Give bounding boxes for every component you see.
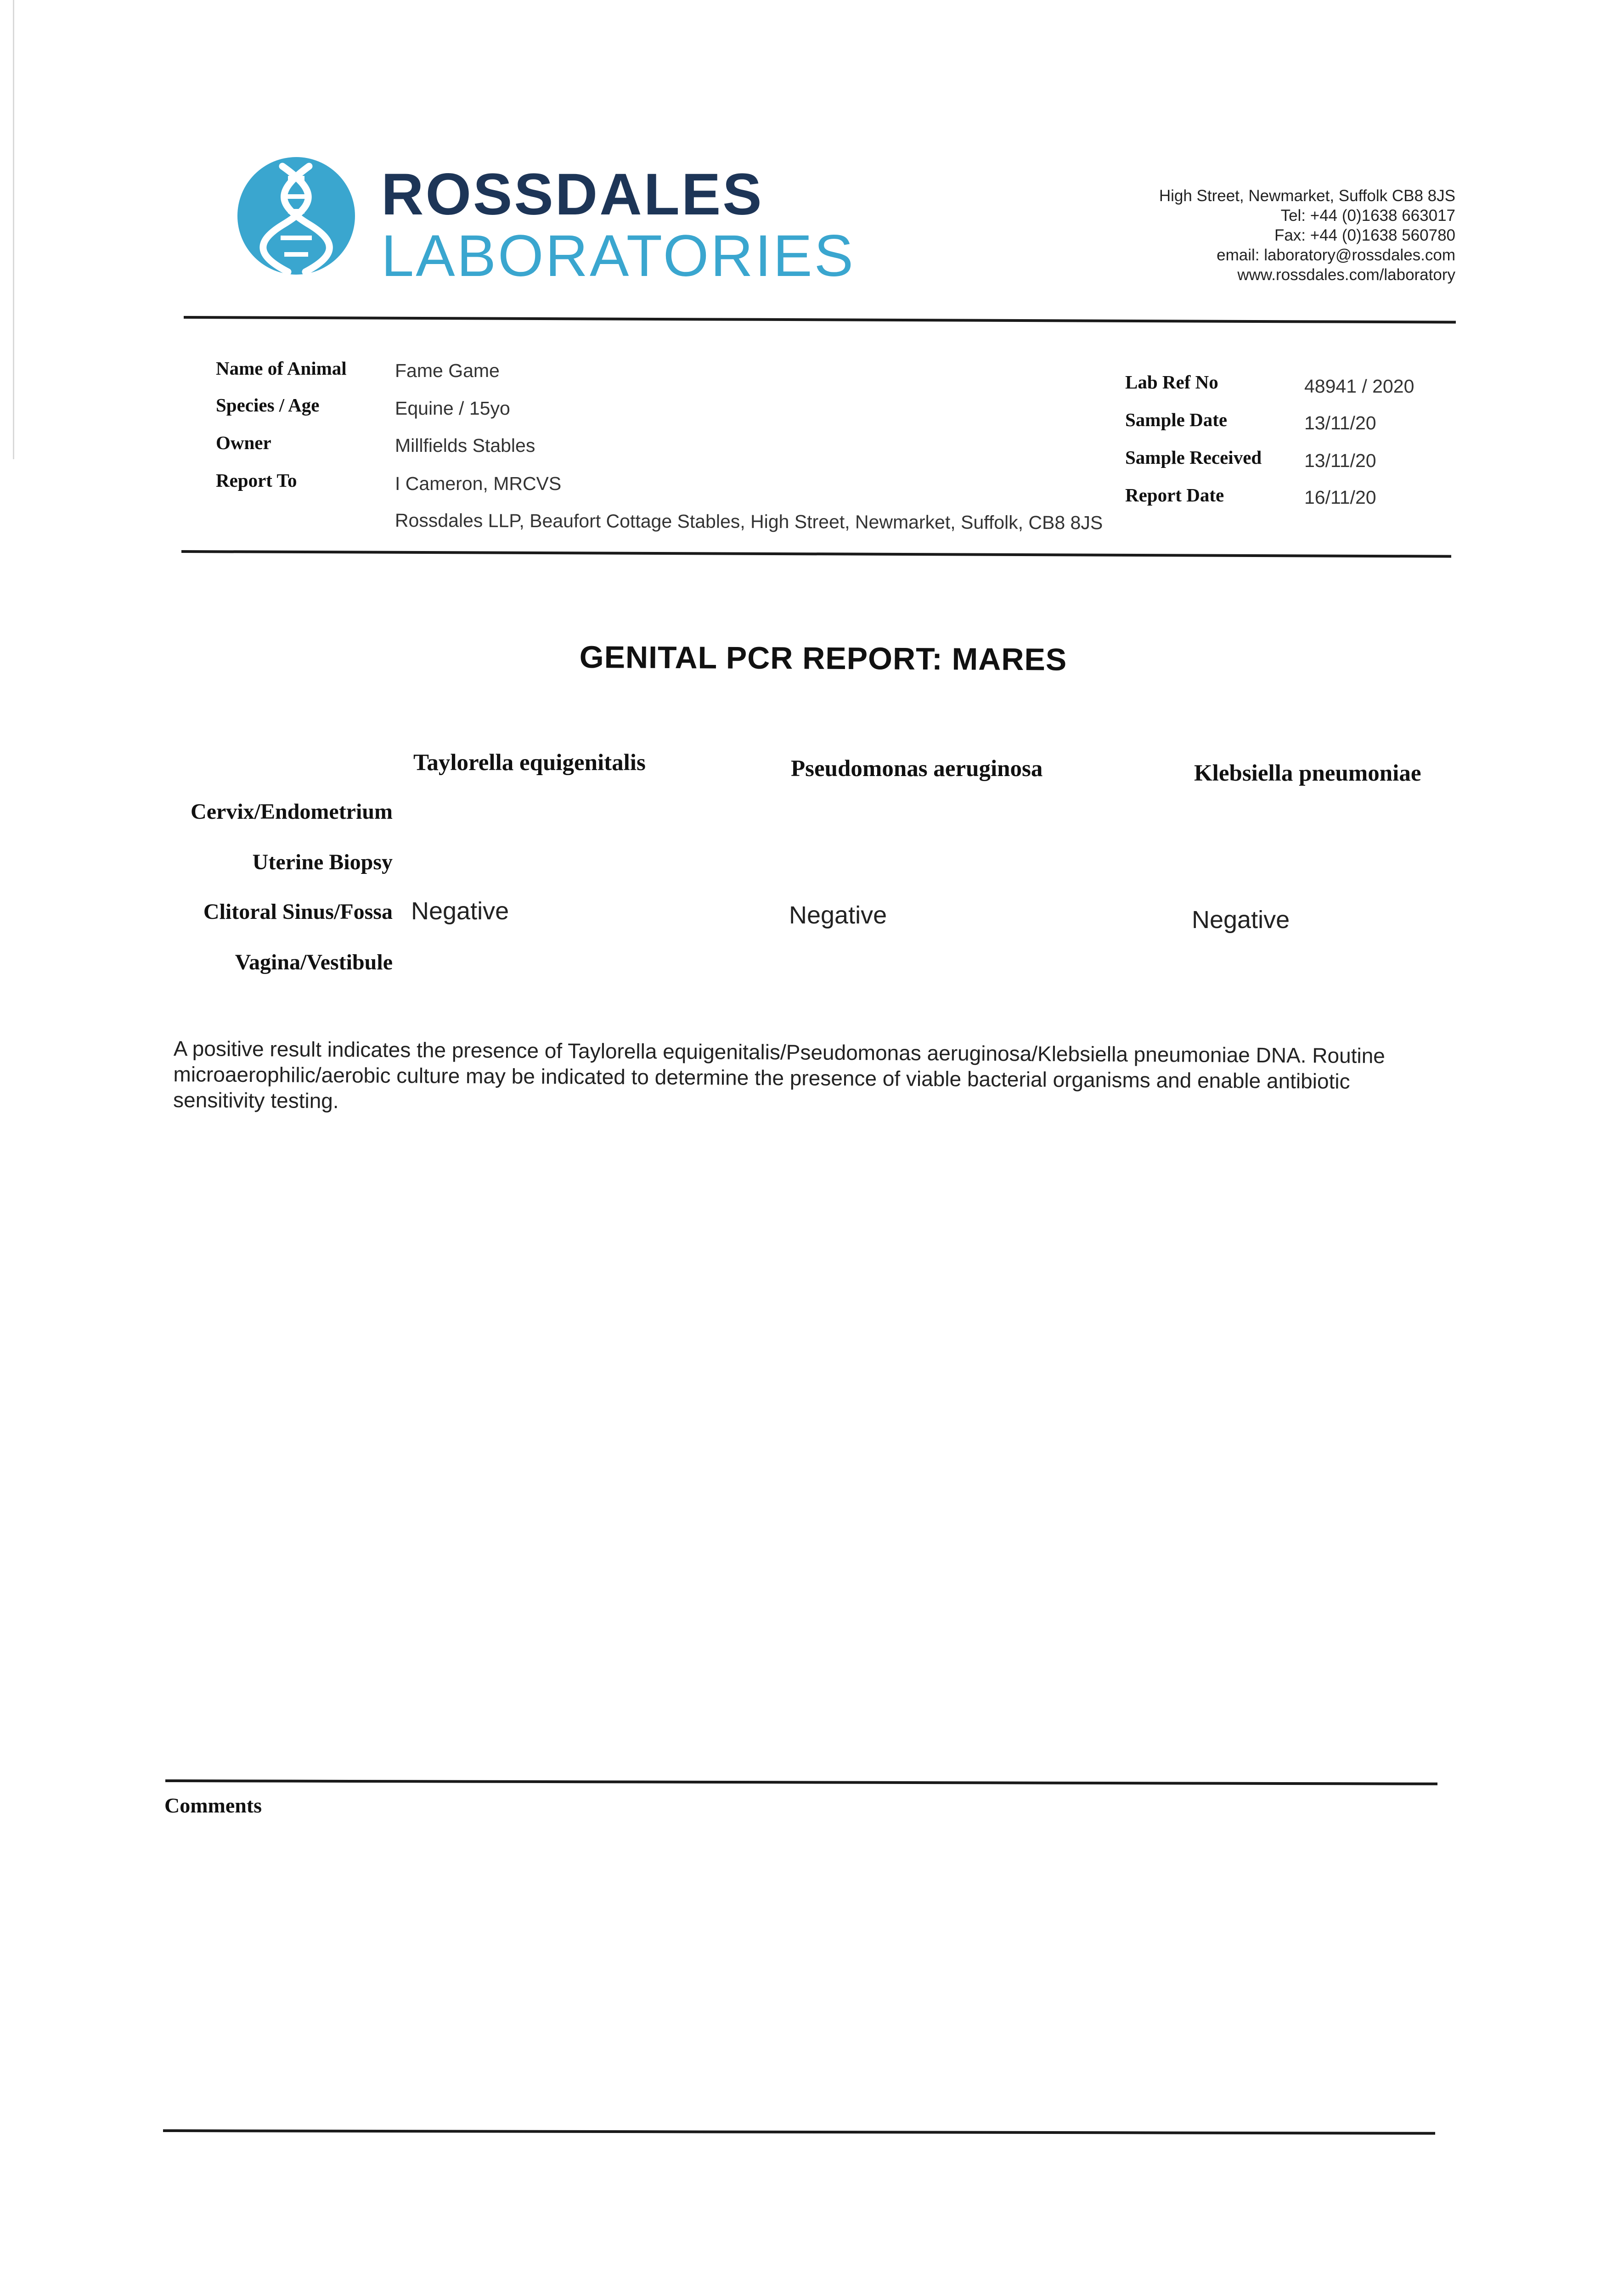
- divider: [181, 550, 1451, 558]
- divider: [184, 316, 1456, 324]
- report-to-address: Rossdales LLP, Beaufort Cottage Stables, High Street, Newmarket, Suffolk, CB8 8JS: [394, 510, 1103, 534]
- logo-line-1: ROSSDALES: [381, 162, 764, 227]
- contact-tel: Tel: +44 (0)1638 663017: [1280, 207, 1455, 225]
- divider: [165, 1779, 1437, 1785]
- contact-fax: Fax: +44 (0)1638 560780: [1274, 226, 1455, 244]
- interpretation-note: A positive result indicates the presence of Taylorella equigenitalis/Pseudomonas aeruginosa/Klebsiella pneumoniae DNA. Routine microaerophilic/aerobic culture may be indicated to determine the presence of viable bacterial organisms and enable antibiotic sensitivity testing.: [173, 1036, 1386, 1113]
- report-to-label: Report To: [216, 470, 297, 491]
- contact-address: High Street, Newmarket, Suffolk CB8 8JS: [1159, 187, 1455, 205]
- owner-label: Owner: [216, 432, 271, 453]
- logo-line-2: LABORATORIES: [381, 223, 855, 289]
- lab-ref-value: 48941 / 2020: [1304, 376, 1414, 397]
- sample-date-value: 13/11/20: [1304, 412, 1376, 433]
- report-title: GENITAL PCR REPORT: MARES: [579, 640, 1067, 677]
- sample-received-label: Sample Received: [1125, 447, 1262, 468]
- column-header: Klebsiella pneumoniae: [1194, 760, 1421, 786]
- species-value: Equine / 15yo: [395, 398, 510, 419]
- column-header: Taylorella equigenitalis: [413, 750, 646, 776]
- name-value: Fame Game: [395, 360, 500, 381]
- species-label: Species / Age: [216, 394, 320, 416]
- dna-helix-icon: [237, 156, 356, 276]
- contact-email: email: laboratory@rossdales.com: [1217, 246, 1455, 264]
- owner-value: Millfields Stables: [395, 435, 535, 456]
- row-label: Clitoral Sinus/Fossa: [203, 900, 393, 924]
- report-date-label: Report Date: [1125, 484, 1224, 506]
- sample-received-value: 13/11/20: [1304, 450, 1376, 471]
- name-label: Name of Animal: [216, 358, 347, 379]
- report-date-value: 16/11/20: [1304, 487, 1376, 508]
- row-label: Vagina/Vestibule: [235, 950, 393, 974]
- scan-edge: [13, 0, 14, 459]
- report-to-value: I Cameron, MRCVS: [395, 473, 562, 494]
- row-label: Uterine Biopsy: [252, 850, 393, 874]
- contact-web: www.rossdales.com/laboratory: [1237, 266, 1455, 284]
- result-cell: Negative: [789, 901, 887, 929]
- column-header: Pseudomonas aeruginosa: [791, 756, 1043, 782]
- lab-ref-label: Lab Ref No: [1125, 371, 1218, 393]
- comments-label: Comments: [164, 1794, 262, 1817]
- result-cell: Negative: [1192, 906, 1290, 934]
- divider: [163, 2129, 1435, 2135]
- sample-date-label: Sample Date: [1125, 409, 1228, 430]
- contact-block: [1159, 186, 1455, 285]
- row-label: Cervix/Endometrium: [191, 799, 393, 824]
- result-cell: Negative: [411, 897, 509, 925]
- logo-wordmark: [381, 162, 855, 289]
